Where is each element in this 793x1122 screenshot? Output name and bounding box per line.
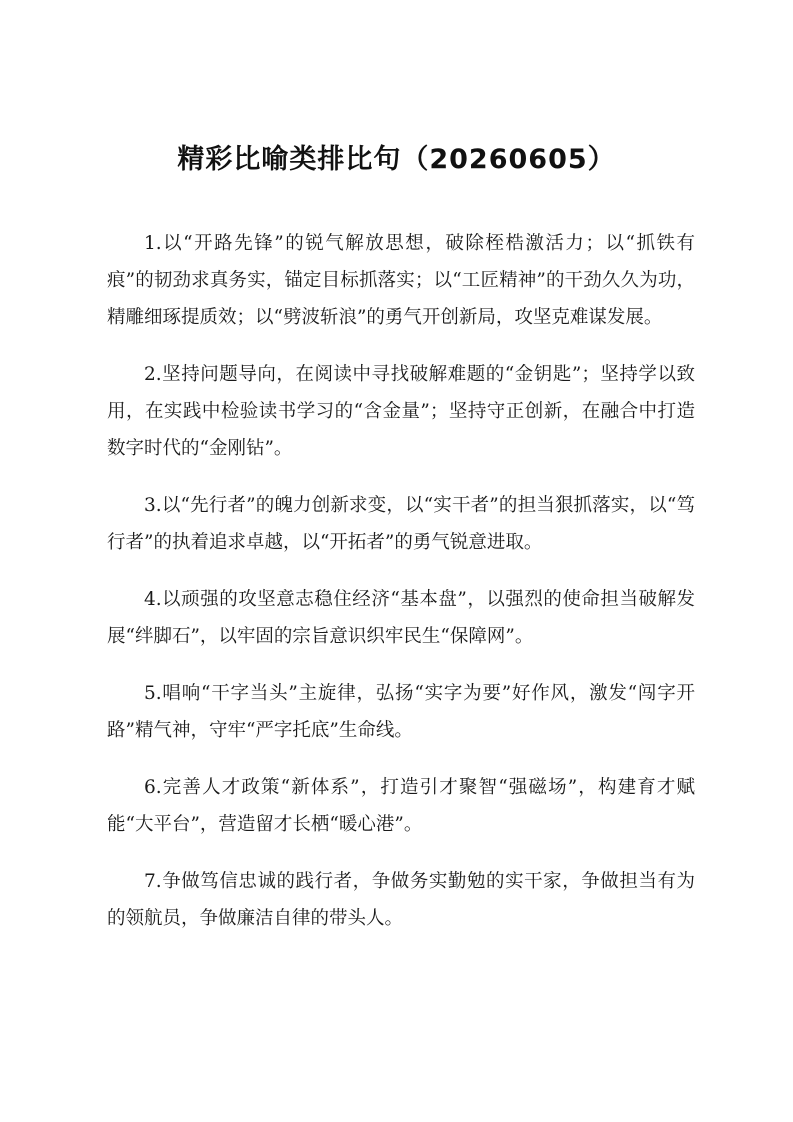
document-title: 精彩比喻类排比句（20260605） bbox=[177, 144, 616, 175]
paragraph-6: 6.完善人才政策“新体系”，打造引才聚智“强磁场”，构建育才赋能“大平台”，营造留才长栖“暖心港”。 bbox=[107, 777, 695, 835]
document-body bbox=[107, 225, 695, 957]
paragraph-2: 2.坚持问题导向，在阅读中寻找破解难题的“金钥匙”；坚持学以致用，在实践中检验读书学习的“含金量”；坚持守正创新，在融合中打造数字时代的“金刚钻”。 bbox=[107, 364, 695, 459]
paragraph-4: 4.以顽强的攻坚意志稳住经济“基本盘”，以强烈的使命担当破解发展“绊脚石”，以牢固的宗旨意识织牢民生“保障网”。 bbox=[107, 589, 695, 647]
paragraph-7: 7.争做笃信忠诚的践行者，争做务实勤勉的实干家，争做担当有为的领航员，争做廉洁自律的带头人。 bbox=[107, 871, 695, 929]
paragraph-5: 5.唱响“干字当头”主旋律，弘扬“实字为要”好作风，激发“闯字开路”精气神，守牢“严字托底”生命线。 bbox=[107, 683, 695, 741]
paragraph-3: 3.以“先行者”的魄力创新求变，以“实干者”的担当狠抓落实，以“笃行者”的执着追求卓越，以“开拓者”的勇气锐意进取。 bbox=[107, 495, 695, 553]
paragraph-1: 1.以“开路先锋”的锐气解放思想，破除桎梏激活力；以“抓铁有痕”的韧劲求真务实，锚定目标抓落实；以“工匠精神”的干劲久久为功，精雕细琢提质效；以“劈波斩浪”的勇气开创新局，攻坚克难谋发展。 bbox=[107, 233, 695, 328]
